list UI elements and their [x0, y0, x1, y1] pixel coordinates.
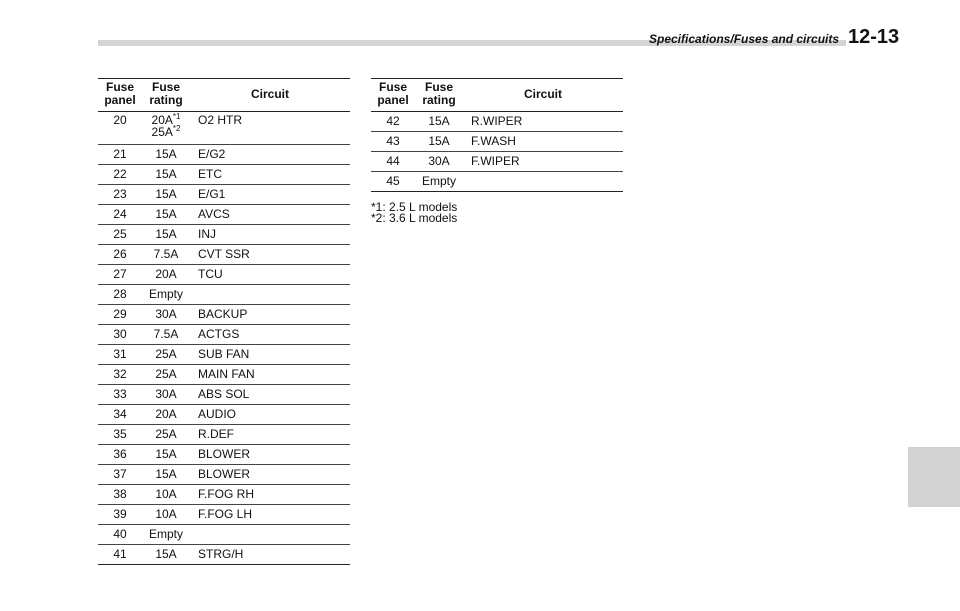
- table-row: [98, 285, 350, 305]
- rating-value: 25A: [151, 125, 173, 139]
- fuse-rating-cell: 15A: [142, 465, 190, 485]
- column-header-fuse-rating: Fuse rating: [142, 79, 190, 112]
- fuse-panel-cell: 44: [371, 152, 415, 172]
- table-row: [98, 265, 350, 285]
- fuse-panel-cell: 37: [98, 465, 142, 485]
- fuse-rating-cell: 25A: [142, 425, 190, 445]
- table-row: [98, 305, 350, 325]
- fuse-rating-cell: 15A: [142, 445, 190, 465]
- chapter-side-tab: [908, 447, 960, 507]
- circuit-cell: [463, 172, 623, 192]
- fuse-panel-cell: 27: [98, 265, 142, 285]
- table-row: [98, 365, 350, 385]
- fuse-rating-cell: 7.5A: [142, 245, 190, 265]
- table-row: [98, 505, 350, 525]
- fuse-panel-cell: 45: [371, 172, 415, 192]
- fuse-rating-cell: 20A: [142, 405, 190, 425]
- footnote-mark: *2: [172, 124, 181, 133]
- table-row: [371, 172, 623, 192]
- section-title: Specifications/Fuses and circuits: [649, 32, 840, 46]
- circuit-cell: O2 HTR: [190, 112, 350, 145]
- table-row: [98, 525, 350, 545]
- circuit-cell: [190, 525, 350, 545]
- circuit-cell: E/G1: [190, 185, 350, 205]
- table-row: [98, 545, 350, 565]
- rating-value: 20A: [151, 113, 173, 127]
- table-row: [98, 112, 350, 145]
- fuse-rating-cell: 20A: [142, 265, 190, 285]
- fuse-panel-cell: 25: [98, 225, 142, 245]
- fuse-rating-cell: 30A: [142, 385, 190, 405]
- fuse-rating-cell: 15A: [142, 185, 190, 205]
- fuse-rating-cell: 10A: [142, 485, 190, 505]
- table-row: [98, 385, 350, 405]
- fuse-rating-cell: 15A: [415, 112, 463, 132]
- circuit-cell: BLOWER: [190, 445, 350, 465]
- circuit-cell: AVCS: [190, 205, 350, 225]
- fuse-panel-cell: 42: [371, 112, 415, 132]
- circuit-cell: [190, 285, 350, 305]
- circuit-cell: CVT SSR: [190, 245, 350, 265]
- fuse-rating-cell: 15A: [415, 132, 463, 152]
- circuit-cell: ABS SOL: [190, 385, 350, 405]
- column-header-circuit: Circuit: [463, 79, 623, 112]
- fuse-rating-cell: Empty: [142, 525, 190, 545]
- column-header-fuse-rating: Fuse rating: [415, 79, 463, 112]
- circuit-cell: BLOWER: [190, 465, 350, 485]
- circuit-cell: E/G2: [190, 145, 350, 165]
- table-header-row: [371, 79, 623, 112]
- table-row: [371, 152, 623, 172]
- column-header-fuse-panel: Fuse panel: [98, 79, 142, 112]
- table-row: [98, 445, 350, 465]
- fuse-rating-cell: 15A: [142, 545, 190, 565]
- circuit-cell: STRG/H: [190, 545, 350, 565]
- circuit-cell: F.WIPER: [463, 152, 623, 172]
- fuse-panel-cell: 33: [98, 385, 142, 405]
- table-row: [98, 485, 350, 505]
- fuse-rating-cell: 30A: [142, 305, 190, 325]
- table-row: [98, 405, 350, 425]
- footnotes: [371, 202, 457, 224]
- fuse-panel-cell: 34: [98, 405, 142, 425]
- fuse-panel-cell: 23: [98, 185, 142, 205]
- fuse-rating-cell: [142, 112, 190, 145]
- circuit-cell: ACTGS: [190, 325, 350, 345]
- circuit-cell: TCU: [190, 265, 350, 285]
- fuse-panel-cell: 39: [98, 505, 142, 525]
- table-row: [98, 225, 350, 245]
- fuse-rating-cell: 30A: [415, 152, 463, 172]
- fuse-panel-cell: 41: [98, 545, 142, 565]
- table-row: [98, 345, 350, 365]
- table-header-row: [98, 79, 350, 112]
- column-header-fuse-panel: Fuse panel: [371, 79, 415, 112]
- table-row: [98, 245, 350, 265]
- table-row: [98, 145, 350, 165]
- fuse-rating-cell: 10A: [142, 505, 190, 525]
- column-header-circuit: Circuit: [190, 79, 350, 112]
- fuse-panel-cell: 20: [98, 112, 142, 145]
- fuse-rating-cell: Empty: [142, 285, 190, 305]
- table-row: [371, 112, 623, 132]
- fuse-panel-cell: 29: [98, 305, 142, 325]
- table-row: [98, 425, 350, 445]
- circuit-cell: INJ: [190, 225, 350, 245]
- fuse-rating-cell: 25A: [142, 345, 190, 365]
- fuse-panel-cell: 30: [98, 325, 142, 345]
- fuse-panel-cell: 35: [98, 425, 142, 445]
- circuit-cell: MAIN FAN: [190, 365, 350, 385]
- footnote: *2: 3.6 L models: [371, 211, 458, 225]
- table-row: [98, 205, 350, 225]
- circuit-cell: ETC: [190, 165, 350, 185]
- fuse-panel-cell: 36: [98, 445, 142, 465]
- table-row: [371, 132, 623, 152]
- fuse-panel-cell: 31: [98, 345, 142, 365]
- fuse-rating-cell: 25A: [142, 365, 190, 385]
- fuse-panel-cell: 38: [98, 485, 142, 505]
- footnote: *1: 2.5 L models: [371, 200, 458, 214]
- fuse-panel-cell: 32: [98, 365, 142, 385]
- table-row: [98, 165, 350, 185]
- table-row: [98, 325, 350, 345]
- fuse-rating-cell: 15A: [142, 205, 190, 225]
- circuit-cell: R.DEF: [190, 425, 350, 445]
- fuse-panel-cell: 22: [98, 165, 142, 185]
- fuse-table-right: [371, 78, 623, 192]
- footnote-mark: *1: [172, 112, 181, 121]
- circuit-cell: R.WIPER: [463, 112, 623, 132]
- circuit-cell: AUDIO: [190, 405, 350, 425]
- fuse-rating-cell: Empty: [415, 172, 463, 192]
- fuse-panel-cell: 43: [371, 132, 415, 152]
- fuse-rating-cell: 7.5A: [142, 325, 190, 345]
- fuse-panel-cell: 24: [98, 205, 142, 225]
- fuse-panel-cell: 40: [98, 525, 142, 545]
- fuse-panel-cell: 21: [98, 145, 142, 165]
- fuse-rating-cell: 15A: [142, 225, 190, 245]
- circuit-cell: SUB FAN: [190, 345, 350, 365]
- page-number: 12-13: [848, 26, 900, 48]
- table-row: [98, 185, 350, 205]
- fuse-rating-cell: 15A: [142, 145, 190, 165]
- circuit-cell: F.FOG RH: [190, 485, 350, 505]
- circuit-cell: F.FOG LH: [190, 505, 350, 525]
- circuit-cell: BACKUP: [190, 305, 350, 325]
- fuse-panel-cell: 28: [98, 285, 142, 305]
- table-row: [98, 465, 350, 485]
- fuse-rating-cell: 15A: [142, 165, 190, 185]
- fuse-table-left: [98, 78, 350, 565]
- fuse-panel-cell: 26: [98, 245, 142, 265]
- circuit-cell: F.WASH: [463, 132, 623, 152]
